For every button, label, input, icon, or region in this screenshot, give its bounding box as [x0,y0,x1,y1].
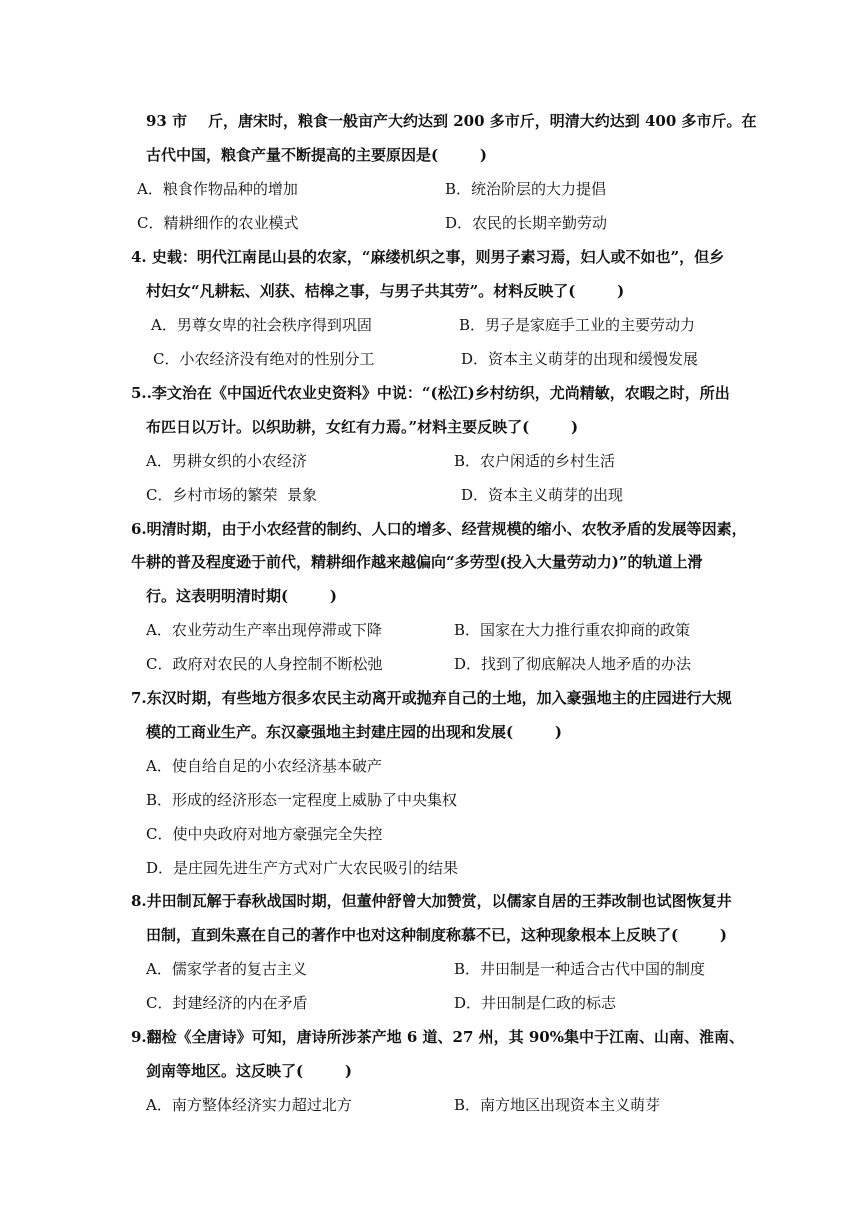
q5-option-c: C．乡村市场的繁荣 景象 [146,486,318,504]
q9-stem-line2: 剑南等地区。这反映了( ) [146,1062,352,1080]
q8-option-d: D．井田制是仁政的标志 [454,994,617,1012]
q3-option-a: A．粮食作物品种的增加 [137,180,298,198]
q6-option-b: B．国家在大力推行重农抑商的政策 [454,621,691,639]
q3-option-d: D．农民的长期辛勤劳动 [445,214,608,232]
q4-stem-line2: 村妇女“凡耕耘、刈获、桔槔之事，与男子共其劳”。材料反映了( ) [146,282,625,300]
q8-stem-line2: 田制，直到朱熹在自己的著作中也对这种制度称慕不已，这种现象根本上反映了( ) [146,926,727,944]
q5-stem-line2: 布匹日以万计。以织助耕，女红有力焉。”材料主要反映了( ) [146,418,579,436]
q4-stem-line1: 4. 史载：明代江南昆山县的农家，“麻缕机织之事，则男子素习焉，妇人或不如也”，但乡 [131,248,725,266]
q5-stem-line1: 5..李文治在《中国近代农业史资料》中说：“(松江)乡村纺织，尤尚精敏，农暇之时，所出 [131,384,730,402]
q6-stem-line2: 牛耕的普及程度逊于前代，精耕细作越来越偏向“多劳型(投入大量劳动力)”的轨道上滑 [131,553,703,571]
q6-stem-line3: 行。这表明明清时期( ) [146,587,337,605]
q8-option-a: A．儒家学者的复古主义 [146,960,307,978]
q5-option-b: B．农户闲适的乡村生活 [454,452,616,470]
q3-stem-line1: 93 市 斤，唐宋时，粮食一般亩产大约达到 200 多市斤，明清大约达到 400 多市斤。在 [146,112,757,130]
q3-stem-line2: 古代中国，粮食产量不断提高的主要原因是( ) [146,146,487,164]
q4-option-c: C．小农经济没有绝对的性别分工 [153,350,375,368]
q6-option-d: D．找到了彻底解决人地矛盾的办法 [454,655,692,673]
q7-option-a: A．使自给自足的小农经济基本破产 [146,757,382,775]
q9-stem-line1: 9.翻检《全唐诗》可知，唐诗所涉茶产地 6 道、27 州，其 90%集中于江南、山南、淮南、 [131,1028,744,1046]
q7-option-c: C．使中央政府对地方豪强完全失控 [146,825,383,843]
q6-stem-line1: 6.明清时期，由于小农经营的制约、人口的增多、经营规模的缩小、农牧矛盾的发展等因素， [131,520,747,538]
q4-option-d: D．资本主义萌芽的出现和缓慢发展 [461,350,699,368]
q3-option-b: B．统治阶层的大力提倡 [445,180,607,198]
q5-option-a: A．男耕女织的小农经济 [146,452,307,470]
q7-option-b: B．形成的经济形态一定程度上威胁了中央集权 [146,791,458,809]
q9-option-b: B．南方地区出现资本主义萌芽 [454,1096,661,1114]
q8-stem-line1: 8.井田制瓦解于春秋战国时期，但董仲舒曾大加赞赏，以儒家自居的王莽改制也试图恢复井 [131,892,732,910]
q8-option-b: B．井田制是一种适合古代中国的制度 [454,960,706,978]
q6-option-a: A．农业劳动生产率出现停滞或下降 [146,621,382,639]
q4-option-a: A．男尊女卑的社会秩序得到巩固 [151,316,372,334]
q7-stem-line1: 7.东汉时期，有些地方很多农民主动离开或抛弃自己的土地，加入豪强地主的庄园进行大规 [131,689,732,707]
q6-option-c: C．政府对农民的人身控制不断松弛 [146,655,383,673]
q9-option-a: A．南方整体经济实力超过北方 [146,1096,352,1114]
q7-option-d: D．是庄园先进生产方式对广大农民吸引的结果 [146,859,459,877]
q5-option-d: D．资本主义萌芽的出现 [461,486,624,504]
q3-option-c: C．精耕细作的农业模式 [137,214,299,232]
q8-option-c: C．封建经济的内在矛盾 [146,994,308,1012]
q4-option-b: B．男子是家庭手工业的主要劳动力 [459,316,696,334]
q7-stem-line2: 模的工商业生产。东汉豪强地主封建庄园的出现和发展( ) [146,723,562,741]
